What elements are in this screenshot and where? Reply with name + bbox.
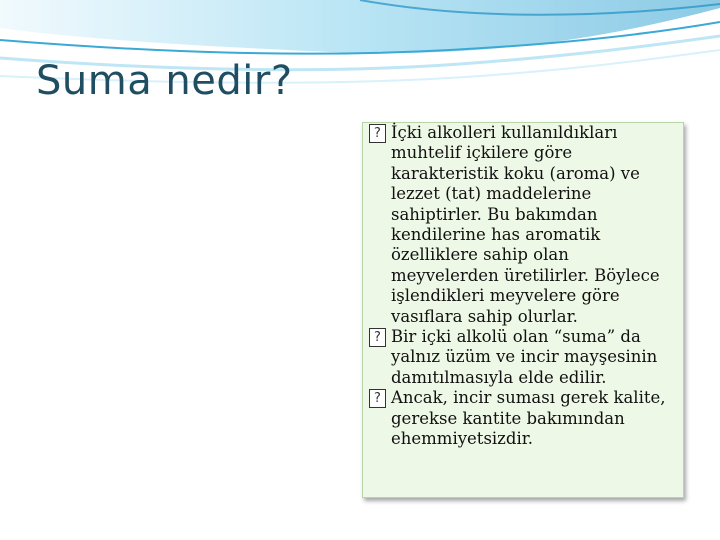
missing-glyph-icon: ? [369,124,386,143]
list-item [369,327,679,388]
list-item [369,123,679,327]
slide-title: Suma nedir? [36,58,293,104]
bullet-list [369,123,679,450]
bullet-text: İçki alkolleri kullanıldıkları muhtelif içkilere göre karakteristik koku (aroma) ve lezzet (tat) maddelerine sahiptirler. Bu bakımdan kendilerine has aromatik özelliklere sahip olan meyvelerden üretilirler. Böylece işlendikleri meyvelere göre vasıflara sahip olurlar. [391,123,660,326]
bullet-text: Bir içki alkolü olan “suma” da yalnız üzüm ve incir mayşesinin damıtılmasıyla elde edilir. [391,327,658,387]
missing-glyph-icon: ? [369,389,386,408]
list-item [369,388,679,449]
bullet-text: Ancak, incir suması gerek kalite, gerekse kantite bakımından ehemmiyetsizdir. [391,388,666,449]
content-box [362,122,684,498]
missing-glyph-icon: ? [369,328,386,347]
